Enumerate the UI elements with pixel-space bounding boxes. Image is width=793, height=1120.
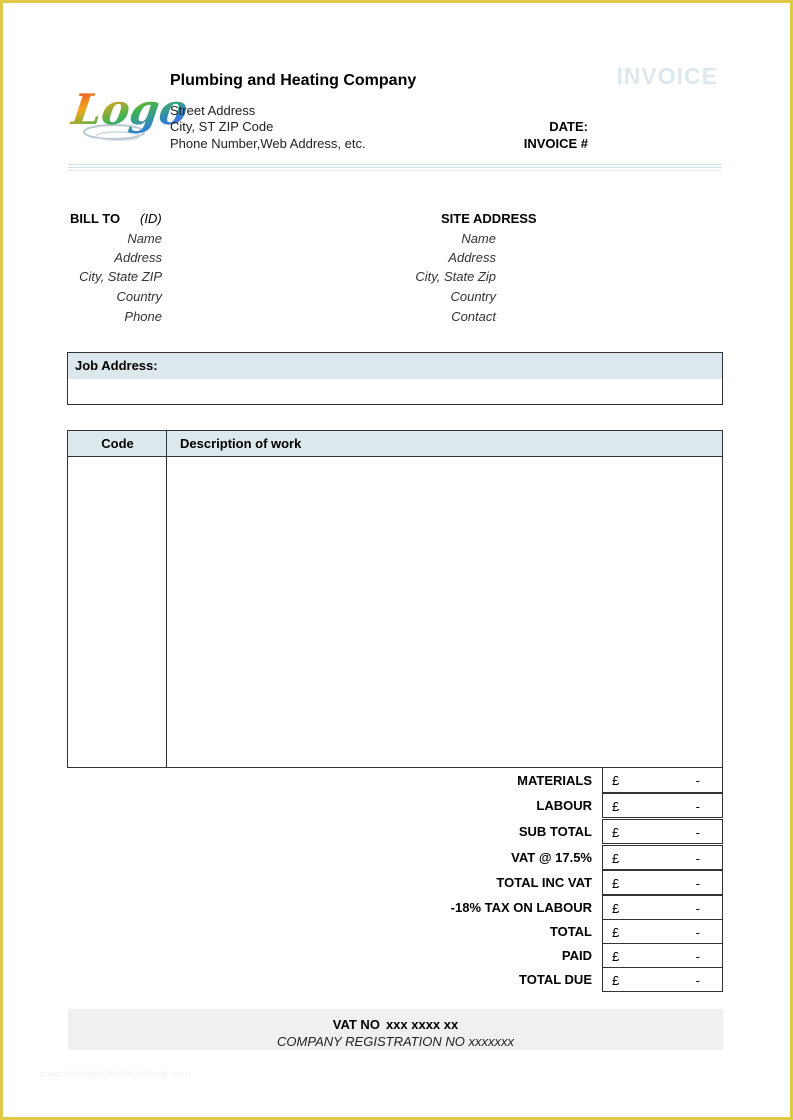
totals-label: TOTAL DUE [519,972,592,987]
header-rule [68,164,722,165]
totals-row-paid [0,943,723,968]
totals-value: - [695,825,700,840]
totals-value: - [695,901,700,916]
company-registration: COMPANY REGISTRATION NO xxxxxxx [277,1034,514,1049]
totals-label: TOTAL INC VAT [496,875,592,890]
code-column-header: Code [101,436,134,451]
job-address-header [68,353,722,379]
work-table [67,430,723,768]
totals-row-subtotal [0,819,723,844]
totals-label: LABOUR [536,798,592,813]
vat-value: xxx xxxx xx [385,1017,459,1032]
job-address-box[interactable] [67,352,723,405]
totals-cell[interactable] [602,768,723,793]
bill-to-name-label: Name [127,231,162,246]
site-country-label: Country [450,289,496,304]
company-phone: Phone Number,Web Address, etc. [170,136,366,151]
site-address-label: Address [448,250,496,265]
bill-to-phone-label: Phone [124,309,162,324]
totals-value: - [695,851,700,866]
svg-text:Logo: Logo [69,84,191,134]
totals-value: - [695,773,700,788]
currency-symbol: £ [612,799,620,814]
totals-value: - [695,973,700,988]
header-rule [68,167,722,168]
totals-cell[interactable] [602,870,723,895]
watermark: www.heritagechristiancollege.com [40,1069,191,1080]
company-street: Street Address [170,103,256,118]
totals-cell[interactable] [602,819,723,844]
totals-cell[interactable] [602,967,723,992]
totals-label: MATERIALS [517,773,592,788]
code-cell[interactable] [68,457,166,767]
date-label: DATE: [549,119,588,134]
site-address-title: SITE ADDRESS [441,211,537,226]
totals-row-materials [0,768,723,793]
bill-to-title: BILL TO [70,211,121,226]
totals-label: SUB TOTAL [518,824,592,839]
totals-label: VAT @ 17.5% [511,850,592,865]
totals-row-total-due [0,967,723,992]
description-column-header: Description of work [180,436,302,451]
company-city: City, ST ZIP Code [170,119,274,134]
totals-row-total [0,919,723,944]
totals-row-tax-on-labour [0,895,723,920]
totals-cell[interactable] [602,895,723,920]
bill-to-address-label: Address [114,250,162,265]
vat-number [68,1017,723,1032]
totals-row-vat [0,845,723,870]
description-cell[interactable] [167,457,722,767]
totals-value: - [695,949,700,964]
vat-label: VAT NO [332,1017,380,1032]
bill-to-country-label: Country [116,289,162,304]
currency-symbol: £ [612,901,620,916]
invoice-title: INVOICE [616,63,718,89]
bill-to-city-label: City, State ZIP [79,269,162,284]
site-city-label: City, State Zip [415,269,496,284]
site-contact-label: Contact [451,309,496,324]
totals-section [0,768,723,993]
currency-symbol: £ [612,825,620,840]
totals-value: - [695,925,700,940]
currency-symbol: £ [612,876,620,891]
footer [68,1009,723,1050]
totals-label: -18% TAX ON LABOUR [450,900,592,915]
totals-value: - [695,876,700,891]
totals-value: - [695,799,700,814]
site-name-label: Name [461,231,496,246]
header-rule [68,170,722,171]
invoice-number-label: INVOICE # [523,136,588,151]
company-name: Plumbing and Heating Company [170,72,417,89]
totals-label: TOTAL [549,924,592,939]
job-address-label: Job Address: [75,358,158,373]
currency-symbol: £ [612,973,620,988]
bill-to-id: (ID) [140,211,162,226]
currency-symbol: £ [612,851,620,866]
totals-cell[interactable] [602,793,723,818]
currency-symbol: £ [612,949,620,964]
totals-cell[interactable] [602,845,723,870]
currency-symbol: £ [612,773,620,788]
totals-row-total-inc-vat [0,870,723,895]
logo-icon [69,70,191,150]
currency-symbol: £ [612,925,620,940]
totals-cell[interactable] [602,919,723,944]
totals-cell[interactable] [602,943,723,968]
totals-row-labour [0,793,723,818]
totals-label: PAID [561,948,592,963]
